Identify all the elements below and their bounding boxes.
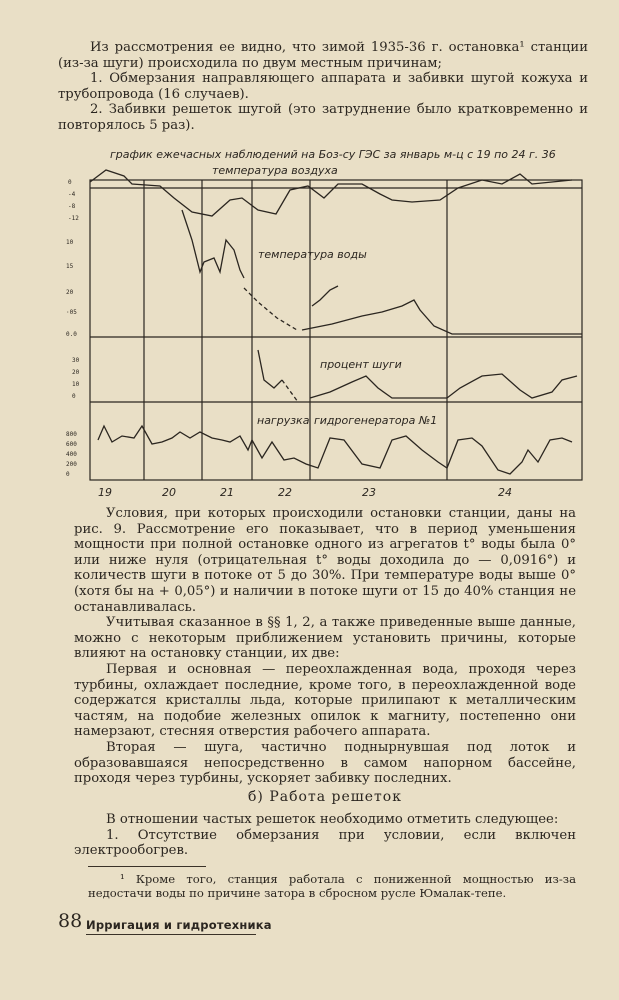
- body-paragraph-2: Учитывая сказанное в §§ 1, 2, а также приведенные выше данные, можно с некоторым приближением установить причины, которые влияют на остановку станции, их две:: [74, 615, 576, 662]
- day-axis: [98, 486, 512, 499]
- tick-load-1: 600: [66, 441, 77, 448]
- tick-shuga-0: 30: [72, 357, 80, 364]
- intro-text: [58, 40, 588, 134]
- tick-load-3: 200: [66, 461, 77, 468]
- label-shuga: процент шуги: [320, 358, 402, 371]
- day-label-20: 20: [162, 486, 176, 499]
- footnote-rule: [88, 866, 206, 867]
- panel-ticks-air: [68, 179, 79, 222]
- day-label-21: 21: [220, 486, 234, 499]
- tick-water-0: 10: [66, 239, 74, 246]
- tick-water-4: 0.0: [66, 331, 77, 338]
- day-label-19: 19: [98, 486, 112, 499]
- tick-water-3: ·05: [66, 309, 77, 316]
- day-label-23: 23: [362, 486, 376, 499]
- section-paragraph-1: В отношении частых решеток необходимо отметить следующее:: [106, 812, 559, 827]
- label-water-temp: температура воды: [258, 248, 367, 261]
- figure-title: график ежечасных наблюдений на Боз-су ГЭС за январь м-ц с 19 по 24 г. 36: [110, 148, 556, 161]
- body-paragraph-3: Первая и основная — переохлажденная вода, проходя через турбины, охлаждает последние, кроме того, в переохлажденной воде содержатся кристаллы льда, которые прилипают к металлическим частям, на подобие железных опилок к магниту, постепенно они намерзают, стесняя отверстия рабочего аппарата.: [74, 661, 576, 740]
- section-text: [74, 812, 576, 859]
- tick-load-4: 0: [66, 471, 70, 478]
- tick-air-1: -4: [68, 191, 76, 198]
- footnote: ¹ Кроме того, станция работала с пониженной мощностью из-за недостачи воды по причине затора в сбросном русле Юмалак-тепе.: [88, 872, 576, 900]
- tick-shuga-2: 10: [72, 381, 80, 388]
- section-paragraph-2: 1. Отсутствие обмерзания при условии, если включен электрообогрев.: [74, 827, 576, 859]
- page-number: 88: [58, 910, 83, 932]
- tick-water-1: 15: [66, 263, 74, 270]
- body-paragraph-4: Вторая — шуга, частично поднырнувшая под лоток и образовавшаяся непосредственно в самом напорном бассейне, проходя через турбины, ускоряет забивку последних.: [74, 739, 576, 787]
- label-generator: гидрогенератора №1: [314, 414, 438, 427]
- tick-load-0: 800: [66, 431, 77, 438]
- tick-air-0: 0: [68, 179, 72, 186]
- intro-paragraph-1: Из рассмотрения ее видно, что зимой 1935-36 г. остановка¹ станции (из-за шуги) происходила по двум местным причинам;: [58, 40, 588, 71]
- chart-frame: [90, 180, 582, 480]
- body-text: [74, 506, 576, 787]
- tick-load-2: 400: [66, 451, 77, 458]
- section-title: б) Работа решеток: [248, 789, 402, 805]
- tick-air-2: -8: [68, 203, 76, 210]
- day-label-24: 24: [498, 486, 512, 499]
- intro-paragraph-3: 2. Забивки решеток шугой (это затруднение было кратковременно и повторялось 5 раз).: [58, 102, 588, 133]
- label-load: нагрузка: [257, 414, 310, 427]
- intro-paragraph-2: 1. Обмерзания направляющего аппарата и забивки шугой кожуха и трубопровода (16 случаев).: [58, 71, 588, 102]
- tick-water-2: 20: [66, 289, 74, 296]
- data-curves: [90, 170, 582, 474]
- tick-air-3: -12: [68, 215, 79, 222]
- label-air-temp: температура воздуха: [212, 164, 338, 177]
- panel-ticks-shuga: [72, 357, 80, 400]
- tick-shuga-3: 0: [72, 393, 76, 400]
- body-paragraph-1: Условия, при которых происходили остановки станции, даны на рис. 9. Рассмотрение его показывает, что в период уменьшения мощности при полной остановке одного из агрегатов t° воды была 0° или ниже нуля (отрицательная t° воды доходила до — 0,0916°) и количеств шуги в потоке от 5 до 30%. При температуре воды выше 0° (хотя бы на + 0,05°) и наличии в потоке шуги от 15 до 40% станция не останавливалась.: [74, 506, 576, 615]
- journal-underline: [86, 934, 256, 935]
- tick-shuga-1: 20: [72, 369, 80, 376]
- panel-ticks-load: [66, 431, 77, 478]
- panel-ticks-water: [66, 239, 77, 338]
- figure-9-chart: [62, 140, 602, 502]
- journal-title: Ирригация и гидротехника: [86, 918, 272, 932]
- day-label-22: 22: [278, 486, 292, 499]
